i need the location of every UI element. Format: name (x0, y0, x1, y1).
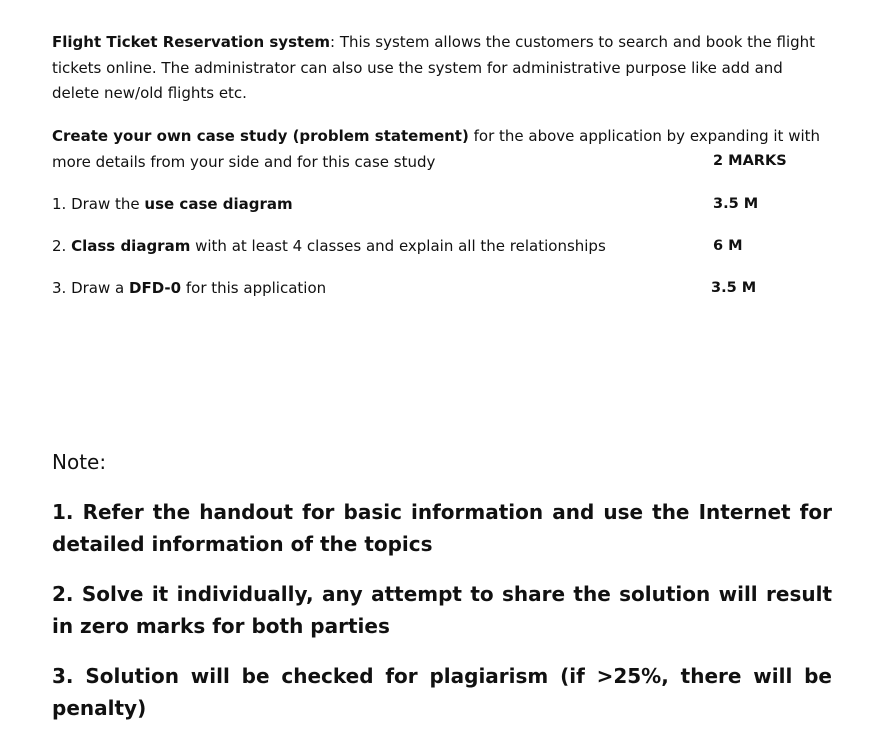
note-title: Note: (52, 450, 107, 474)
intro-text: This system allows the customers to search and book the flight tickets online. The administrator can also use the system for administrative purpose like add and delete new/old flights etc. (52, 33, 816, 102)
case-study-heading: Create your own case study (problem statement) (52, 127, 469, 145)
task-item-1 (52, 194, 293, 214)
task-3-marks: 3.5 M (711, 280, 757, 296)
note-item-3: 3. Solution will be checked for plagiarism (if >25%, there will be penalty) (52, 664, 832, 720)
task-1-bold: use case diagram (144, 195, 293, 213)
task-1-pre: 1. Draw the (52, 195, 145, 213)
case-study-marks: 2 MARKS (713, 153, 787, 169)
task-item-3 (52, 278, 326, 298)
task-2-marks: 6 M (713, 238, 743, 254)
note-item-2: 2. Solve it individually, any attempt to share the solution will result in zero marks for both parties (52, 582, 832, 638)
task-2-bold: Class diagram (71, 237, 191, 255)
case-study-text: for the above application by expanding it with more details from your side and for this case study (52, 127, 821, 171)
intro-paragraph (52, 30, 832, 107)
task-1-marks: 3.5 M (713, 196, 759, 212)
task-item-2 (52, 236, 606, 256)
system-title: Flight Ticket Reservation system (52, 33, 330, 51)
task-3-pre: 3. Draw a (52, 279, 129, 297)
task-3-bold: DFD-0 (129, 279, 182, 297)
note-item-1: 1. Refer the handout for basic information and use the Internet for detailed information of the topics (52, 500, 832, 556)
title-separator: : (330, 33, 340, 51)
task-2-pre: 2. (52, 237, 72, 255)
task-2-post: with at least 4 classes and explain all the relationships (190, 237, 606, 255)
task-3-post: for this application (181, 279, 327, 297)
